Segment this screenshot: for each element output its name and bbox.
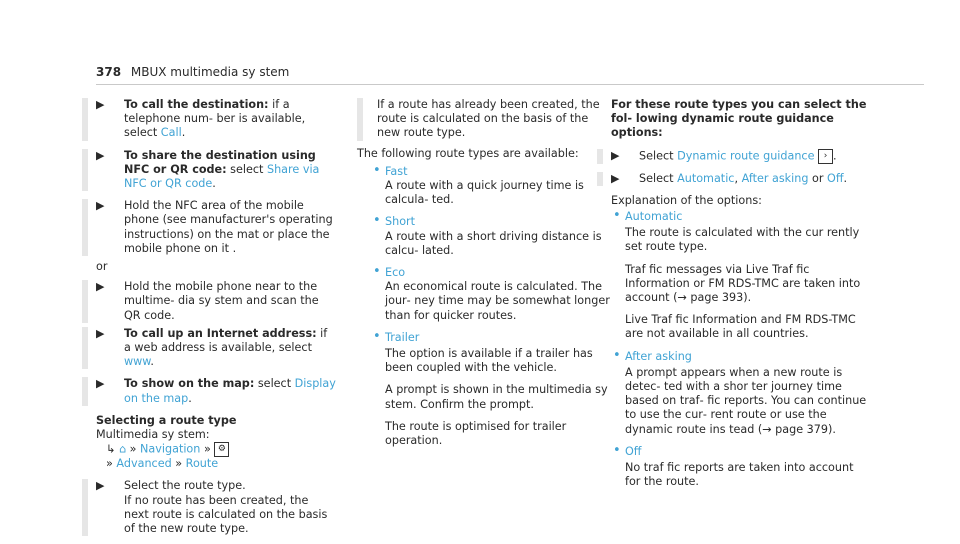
after-asking-link[interactable]: After asking [741,171,809,185]
step-text: Select [639,149,678,163]
trailer-prompt-text: A prompt is shown in the multimedia sy stem. Confirm the prompt. [385,383,608,411]
option-text: A prompt appears when a new route is detec‐ ted with a shor ter journey time based on traf‐ fic reports. You can continue to use the cur‐ rent route or use the dynamic route ins tead (→ page 379). [625,365,867,436]
step-bold: To show on the map: [124,377,255,391]
page-header [96,65,289,79]
step-text: if a web address is available, select [124,326,328,355]
option-automatic [611,210,871,342]
route-type-label: Short [385,215,416,229]
step-text: Hold the mobile phone near to the multime‐ dia sy stem and scan the QR code. [124,280,319,322]
step-dynamic: ▶ Select Dynamic route guidance › . [597,149,871,164]
step-qr [82,280,336,323]
step-text: Hold the NFC area of the mobile phone (see manufacturer's operating instructions) on the mat or place the mobile phone on it . [124,199,333,255]
route-type-eco [371,266,611,323]
step-arrow-icon: ▶ [96,98,105,111]
bullet-icon: • [613,347,621,363]
chevron-right-icon: › [818,149,833,164]
route-type-desc: The option is available if a trailer has been coupled with the vehicle. [385,347,593,375]
route-types-intro: The following route types are available: [357,146,579,160]
trailer-optimised-text: The route is optimised for trailer operation. [385,419,567,448]
bullet-icon: • [613,208,621,224]
path-route[interactable]: Route [185,457,219,471]
option-text: Traf fic messages via Live Traf fic Information or FM RDS-TMC are taken into account (→ page 393). [625,262,861,305]
section-heading: Selecting a route type [96,413,237,427]
home-icon: ⌂ [118,442,127,456]
bullet-icon: • [373,162,381,178]
step-route-type [82,479,336,536]
settings-icon: ⚙ [214,442,229,457]
or-text: or [808,171,828,185]
page-title: MBUX multimedia sy stem [130,65,290,79]
step-nfc [82,199,336,256]
option-label: Off [625,444,642,458]
option-label: After asking [625,349,692,363]
step-text: Select [639,171,678,185]
column-2 [357,98,611,456]
bullet-icon: • [373,213,381,229]
step-arrow-icon: ▶ [96,199,105,213]
step-bold: To call up an Internet address: [124,326,317,340]
bullet-icon: • [373,328,381,344]
step-map: ▶ To show on the map: select Display on the map. [82,377,336,405]
route-type-short [371,215,611,258]
step-bold: To share the destination using NFC or QR code: [124,148,316,176]
map-link[interactable]: Display on the map [124,377,336,405]
column-1 [96,98,336,544]
bullet-icon: • [613,442,621,458]
option-off [611,442,871,490]
share-link[interactable]: Share via NFC or QR code [124,162,320,191]
step-arrow-icon: ▶ [96,148,105,162]
path-advanced[interactable]: Advanced [116,457,172,471]
header-divider [96,84,924,85]
path-separator-icon: » [175,457,183,471]
route-type-desc: A route with a short driving distance is calcu‐ lated. [385,229,602,257]
route-type-desc: An economical route is calculated. The jour‐ ney time may be somewhat longer than for quicker routes. [385,280,610,322]
step-arrow-icon: ▶ [611,171,620,185]
bullet-icon: • [373,264,381,280]
step-text: if a telephone num‐ ber is available, select [124,98,306,140]
menu-path-2 [96,457,336,471]
options-heading: For these route types you can select the fol‐ lowing dynamic route guidance options: [611,98,867,140]
explanation-intro: Explanation of the options: [611,193,762,207]
path-separator-icon: » [203,442,211,456]
option-after-asking [611,347,871,437]
option-text: Live Traf fic Information and FM RDS-TMC are not available in all countries. [625,313,856,341]
menu-path [96,442,336,457]
step-text: Select the route type. [124,479,246,493]
step-text: If no route has been created, the next route is calculated on the basis of the new route type. [124,493,328,536]
step-arrow-icon: ▶ [96,479,105,493]
step-arrow-icon: ▶ [611,148,620,162]
step-internet: ▶ To call up an Internet address: if a web address is available, select www. [82,327,336,370]
route-type-desc: A route with a quick journey time is calcula‐ ted. [385,179,584,207]
continued-step: If a route has already been created, the route is calculated on the basis of the new route type. [357,98,611,141]
step-text: select [226,162,267,176]
call-link[interactable]: Call [160,126,182,140]
option-text: The route is calculated with the cur rently set route type. [625,226,860,254]
path-navigation[interactable]: Navigation [140,442,201,456]
step-arrow-icon: ▶ [96,377,105,391]
step-text: select [254,377,295,391]
off-link[interactable]: Off [827,171,844,185]
page-number: 378 [96,65,122,79]
option-label: Automatic [625,210,683,224]
step-select-option: ▶ Select Automatic, After asking or Off. [597,172,871,186]
route-type-label: Trailer [385,330,420,344]
step-arrow-icon: ▶ [96,280,105,294]
dynamic-route-guidance-link[interactable]: Dynamic route guidance [677,149,815,163]
path-arrow-icon: ↳ [106,442,116,456]
option-text: No traf fic reports are taken into account for the route. [625,461,854,489]
path-separator-icon: » [106,457,113,471]
path-separator-icon: » [129,442,137,456]
route-type-trailer [371,328,611,448]
www-link[interactable]: www [124,355,151,369]
route-type-label: Fast [385,164,408,178]
step-bold: To call the destination: [124,98,269,111]
step-call: ▶ To call the destination: if a telephone num‐ ber is available, select Call. [82,98,336,141]
section-intro: Multimedia sy stem: [96,428,210,442]
automatic-link[interactable]: Automatic [677,171,735,185]
route-type-fast [371,162,611,208]
step-share: ▶ To share the destination using NFC or QR code: select Share via NFC or QR code. [82,149,336,192]
step-arrow-icon: ▶ [96,326,105,340]
or-label: or [96,260,108,274]
route-type-label: Eco [385,266,406,280]
column-3 [611,98,871,497]
